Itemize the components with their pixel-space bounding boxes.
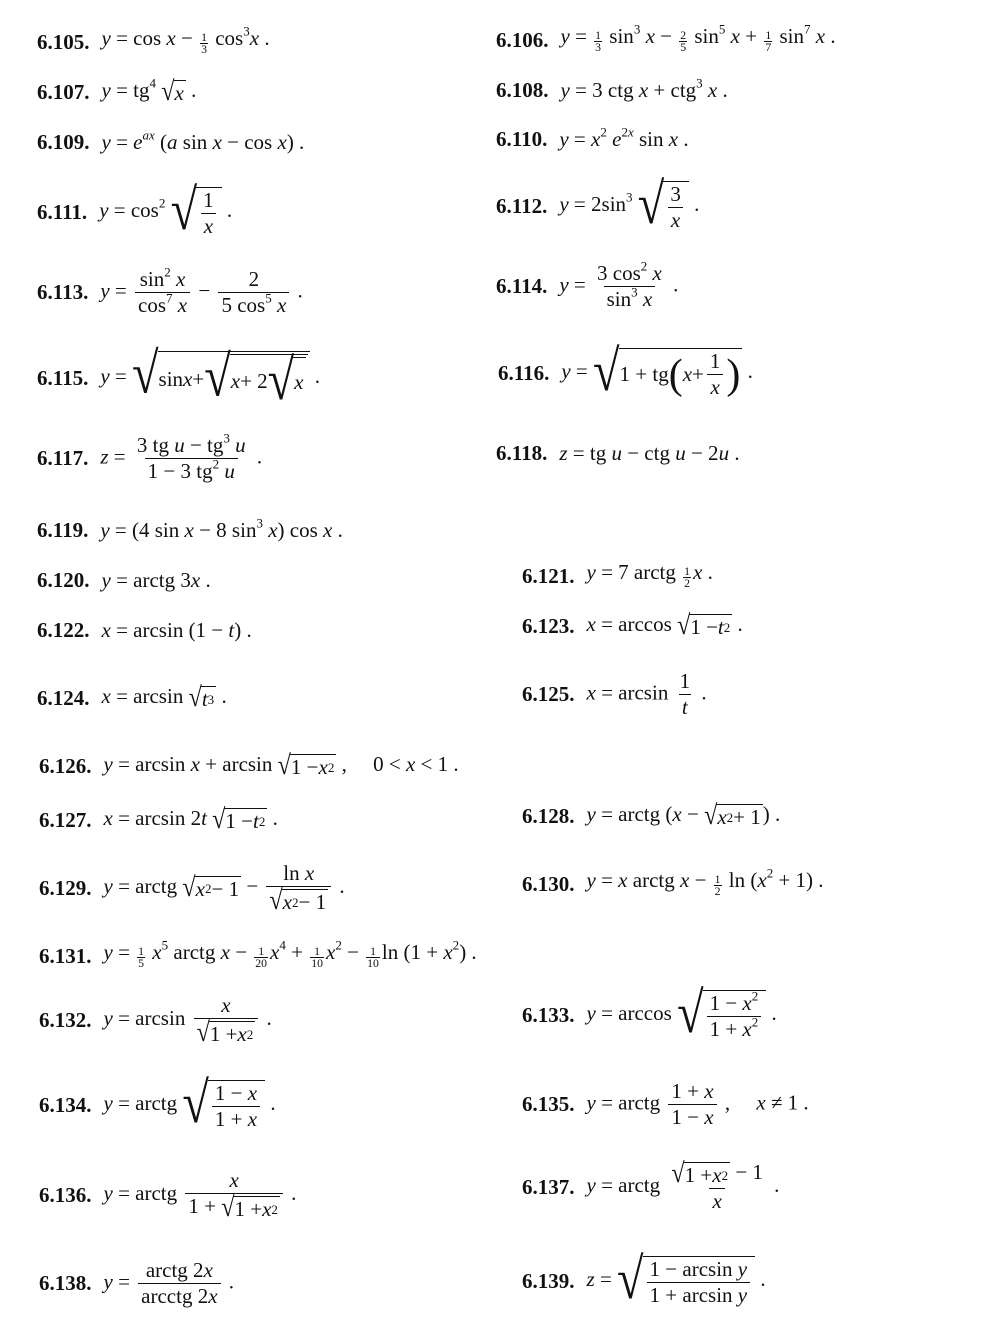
formula: y = arctg (x − √ x 2 + 1 ) . xyxy=(586,799,781,831)
formula: y = √ sin x + √ x + 2 √ x . xyxy=(100,341,320,413)
formula: y = arcsin x √ 1 + x 2 . xyxy=(103,992,272,1048)
problem-number: 6.118. xyxy=(496,440,548,465)
problem-number: 6.108. xyxy=(496,77,549,102)
problem-6-129 xyxy=(39,856,345,920)
problem-number: 6.135. xyxy=(522,1091,575,1116)
problem-number: 6.105. xyxy=(37,29,90,54)
problem-number: 6.126. xyxy=(39,753,92,778)
problem-6-117 xyxy=(37,426,262,490)
problem-number: 6.121. xyxy=(522,563,575,588)
formula: z = tg u − ctg u − 2u . xyxy=(559,440,740,465)
problem-number: 6.119. xyxy=(37,517,89,542)
problem-6-137 xyxy=(522,1152,779,1222)
formula: y = $\frac{1}{3}$ $\sin^3 x$ − $\frac{2}{5}$ $\sin^5 x$ + $\frac{1}{7}$ $\sin^7 x$ . xyxy=(560,21,836,55)
problem-number: 6.134. xyxy=(39,1092,92,1117)
problem-number: 6.122. xyxy=(37,617,90,642)
problem-6-131 xyxy=(39,939,477,973)
problem-number: 6.133. xyxy=(522,1002,575,1027)
formula: y = x arctg x − $\frac{1}{2}$ $\ln (x^2 + 1)$ . xyxy=(586,865,824,899)
problem-6-109 xyxy=(37,128,304,156)
problem-6-133 xyxy=(522,982,777,1048)
formula: $y = 2\sin^3$ √ 3 x . xyxy=(559,172,700,236)
problem-6-110 xyxy=(496,125,689,153)
problem-6-121 xyxy=(522,560,713,592)
formula: $y = \cos^2$ √ 1 x . xyxy=(99,178,233,242)
problem-6-107 xyxy=(37,75,197,107)
problem-6-134 xyxy=(39,1072,276,1138)
formula: y = arctg $\frac{1 + x}{1 - x}$ , x ≠ 1 . xyxy=(586,1078,809,1129)
problem-6-115 xyxy=(37,341,320,413)
problem-6-113 xyxy=(37,260,303,324)
problem-number: 6.116. xyxy=(498,360,550,385)
problem-6-125 xyxy=(522,664,707,724)
formula: z = $\frac{3 tg u - tg^3 u}{1 - 3 tg^2 u}$ . xyxy=(100,430,263,483)
formula: y = arctg √ 1 − x 1 + x . xyxy=(103,1071,276,1135)
problem-number: 6.109. xyxy=(37,129,90,154)
problem-number: 6.139. xyxy=(522,1268,575,1293)
problem-number: 6.110. xyxy=(496,126,548,151)
formula: y = arccos √ $1 - x^2$ $1 + x^2$ . xyxy=(586,981,777,1045)
problem-number: 6.115. xyxy=(37,365,89,390)
problem-6-132 xyxy=(39,988,272,1052)
formula: y = (4 sin x − 8 $\sin^3 x$) cos x . xyxy=(100,515,343,542)
formula: y = √ 1 + tg ( x + 1 x ) . xyxy=(561,339,753,403)
problem-number: 6.132. xyxy=(39,1007,92,1032)
formula: y = arctg x 1 + √ 1 + x 2 . xyxy=(103,1167,297,1223)
problem-number: 6.111. xyxy=(37,199,88,224)
formula: y = $\frac{\sin^2 x}{\cos^7 x}$ − $\frac{2}{5 \cos^5 x}$ . xyxy=(100,264,303,317)
problem-number: 6.117. xyxy=(37,445,89,470)
problem-number: 6.106. xyxy=(496,27,549,52)
problem-number: 6.113. xyxy=(37,279,89,304)
formula: z = √ 1 − arcsin y 1 + arcsin y . xyxy=(586,1247,766,1311)
problem-6-119 xyxy=(37,515,343,545)
problem-6-127 xyxy=(39,804,278,836)
formula: x = arcsin 2t √ 1 − t 2 . xyxy=(103,803,278,835)
problem-number: 6.112. xyxy=(496,193,548,218)
problem-number: 6.138. xyxy=(39,1270,92,1295)
problem-number: 6.120. xyxy=(37,567,90,592)
problem-6-124 xyxy=(37,682,227,714)
formula: y = arctg √ x 2 − 1 − ln x √ x 2 − 1 . xyxy=(103,860,345,916)
problem-6-111 xyxy=(37,180,232,244)
problem-6-120 xyxy=(37,565,211,595)
problem-number: 6.129. xyxy=(39,875,92,900)
formula: x = arcsin $\frac{1}{t}$ . xyxy=(586,668,707,719)
problem-6-114 xyxy=(496,254,678,318)
formula: y = arctg 3x . xyxy=(101,567,211,592)
formula: $y = x^2$ $e^{2x}$ sin x . xyxy=(559,124,689,151)
formula: y = arctg 2x arcctg 2x . xyxy=(103,1257,235,1308)
problem-6-105 xyxy=(37,23,270,57)
problem-6-116 xyxy=(498,340,753,406)
formula: x = arcsin √ t 3 . xyxy=(101,681,227,713)
problem-6-126 xyxy=(39,750,459,782)
problem-6-106 xyxy=(496,21,836,56)
problem-6-123 xyxy=(522,610,743,642)
problem-number: 6.128. xyxy=(522,803,575,828)
problem-number: 6.125. xyxy=(522,681,575,706)
problem-number: 6.137. xyxy=(522,1174,575,1199)
formula: y = arctg √ 1 + x 2 − 1 x . xyxy=(586,1157,780,1214)
problem-number: 6.127. xyxy=(39,807,92,832)
problem-number: 6.131. xyxy=(39,943,92,968)
problem-6-136 xyxy=(39,1160,296,1230)
formula: y = 7 arctg $\frac{1}{2}$ x . xyxy=(586,559,713,591)
problem-6-139 xyxy=(522,1246,766,1316)
problem-6-122 xyxy=(37,615,252,645)
problem-6-108 xyxy=(496,76,728,104)
formula: x = arcsin (1 − t) . xyxy=(101,617,252,642)
formula: y = arcsin x + arcsin √ 1 − x 2 , 0 < x < 1 . xyxy=(103,749,459,781)
problem-6-128 xyxy=(522,800,780,832)
problem-number: 6.123. xyxy=(522,613,575,638)
formula: $y = e^{ax}$ (a sin x − cos x) . xyxy=(101,127,305,154)
formula: y = $\frac{1}{5}$ $x^5$ arctg x − $\frac{1}{20}$ $x^4$ + $\frac{1}{10}$ $x^2$ − $\frac{1}{10}$ $\ln (1 + x^2)$ . xyxy=(103,937,477,971)
problem-6-135 xyxy=(522,1072,809,1136)
problem-number: 6.130. xyxy=(522,871,575,896)
formula: y = $\frac{3 \cos^2 x}{\sin^3 x}$ . xyxy=(559,258,679,311)
formula: $y = tg^4$ √ x . xyxy=(101,75,197,107)
formula: x = arccos √ 1 − t 2 . xyxy=(586,609,743,641)
problem-number: 6.107. xyxy=(37,79,90,104)
problem-number: 6.136. xyxy=(39,1182,92,1207)
formula: y = cos x − $\frac{1}{3}$ $\cos^3x$ . xyxy=(101,23,270,57)
problem-number: 6.124. xyxy=(37,685,90,710)
problem-6-138 xyxy=(39,1250,234,1316)
problem-6-112 xyxy=(496,174,699,238)
formula: y = 3 ctg x + ctg$^3$ x . xyxy=(560,75,728,102)
problem-6-118 xyxy=(496,438,740,468)
problem-number: 6.114. xyxy=(496,273,548,298)
problem-6-130 xyxy=(522,865,824,900)
